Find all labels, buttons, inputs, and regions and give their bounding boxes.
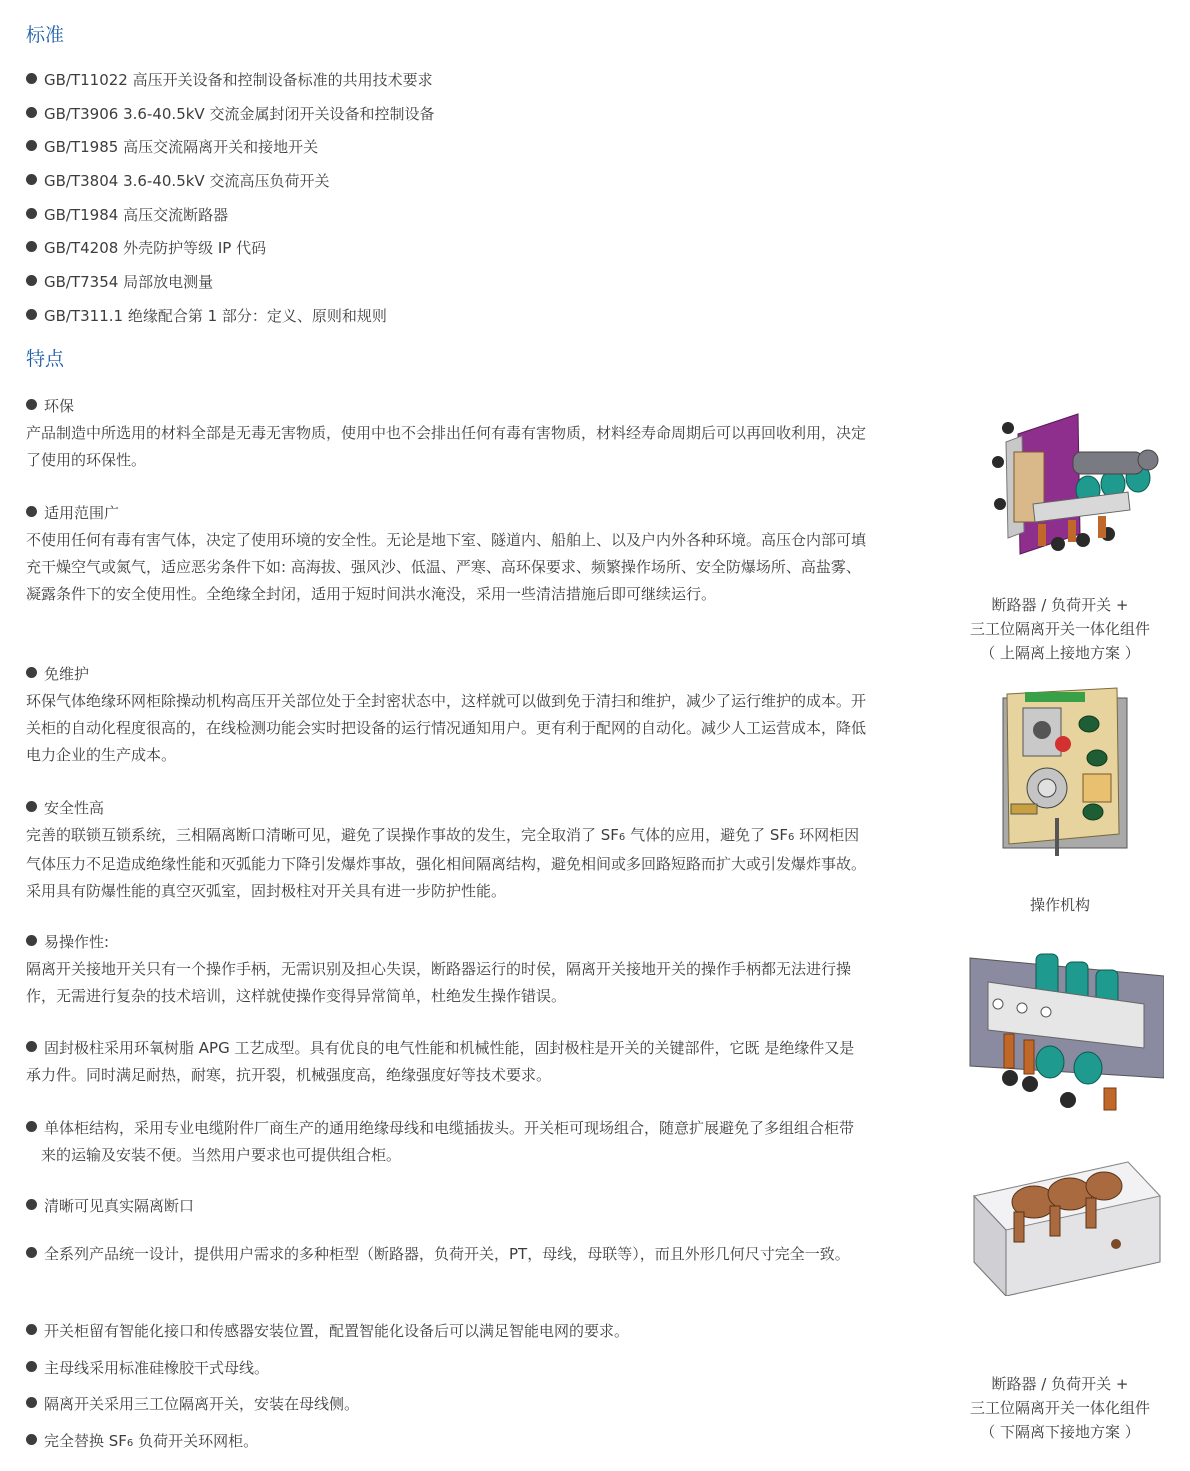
bullet-icon bbox=[26, 208, 37, 219]
feature-replace: 完全替换 SF6 负荷开关环网柜。 bbox=[26, 1428, 866, 1457]
bullet-icon bbox=[26, 801, 37, 812]
list-item: GB/T11022 高压开关设备和控制设备标准的共用技术要求 bbox=[26, 64, 434, 98]
feature-series: 全系列产品统一设计，提供用户需求的多种柜型（断路器，负荷开关，PT，母线，母联等），而且外形几何尺寸完全一致。 bbox=[26, 1241, 866, 1268]
feature-single-cabinet: 单体柜结构，采用专业电缆附件厂商生产的通用绝缘母线和电缆插拔头。开关柜可现场组合，随意扩展避免了多组组合柜带来的运输及安装不便。当然用户要求也可提供组合柜。 bbox=[26, 1115, 866, 1169]
bullet-icon bbox=[26, 506, 37, 517]
bullet-icon bbox=[26, 275, 37, 286]
feature-body: 完善的联锁互锁系统，三相隔离断口清晰可见，避免了误操作事故的发生，完全取消了 SF6 气体的应用，避免了 SF6 环网柜因气体压力不足造成绝缘性能和灭弧能力下降引发爆炸事故，强化相间隔离结构，避免相间或多回路短路而扩大或引发爆炸事故。采用具有防爆性能的真空灭弧室，固封极柱对开关具有进一步防护性能。 bbox=[26, 826, 867, 900]
pole-assembly-image bbox=[968, 950, 1164, 1120]
feature-safety bbox=[26, 795, 866, 905]
bullet-icon bbox=[26, 1199, 37, 1210]
caption-mechanism: 操作机构 bbox=[1029, 896, 1090, 914]
bullet-icon bbox=[26, 667, 37, 678]
bullet-icon bbox=[26, 1434, 37, 1445]
bullet-icon bbox=[26, 1121, 37, 1132]
feature-range bbox=[26, 500, 866, 608]
bullet-icon bbox=[26, 140, 37, 151]
bullet-icon bbox=[26, 1397, 37, 1408]
bullet-icon bbox=[26, 1247, 37, 1258]
feature-smart: 开关柜留有智能化接口和传感器安装位置，配置智能化设备后可以满足智能电网的要求。 bbox=[26, 1318, 866, 1345]
bullet-icon bbox=[26, 1361, 37, 1372]
list-item: GB/T3906 3.6-40.5kV 交流金属封闭开关设备和控制设备 bbox=[26, 98, 434, 132]
feature-body: 环保气体绝缘环网柜除操动机构高压开关部位处于全封密状态中，这样就可以做到免于清扫和维护，减少了运行维护的成本。开关柜的自动化程度很高的，在线检测功能会实时把设备的运行情况通知用户。更有利于配网的自动化。减少人工运营成本，降低电力企业的生产成本。 bbox=[26, 692, 867, 764]
feature-title: 易操作性: bbox=[44, 933, 110, 951]
list-item: GB/T1984 高压交流断路器 bbox=[26, 199, 434, 233]
feature-pole: 固封极柱采用环氧树脂 APG 工艺成型。具有优良的电气性能和机械性能，固封极柱是开关的关键部件，它既 是绝缘件又是承力件。同时满足耐热，耐寒，抗开裂，机械强度高，绝缘强度好等技术要求。 bbox=[26, 1039, 855, 1084]
features-heading: 特点 bbox=[26, 348, 65, 370]
assembly-top-image bbox=[978, 412, 1164, 562]
bullet-icon bbox=[26, 73, 37, 84]
feature-body: 隔离开关接地开关只有一个操作手柄，无需识别及担心失误，断路器运行的时侯，隔离开关接地开关的操作手柄都无法进行操作，无需进行复杂的技术培训，这样就使操作变得异常简单，杜绝发生操作错误。 bbox=[26, 960, 852, 1005]
compartment-image bbox=[970, 1160, 1166, 1296]
list-item: GB/T4208 外壳防护等级 IP 代码 bbox=[26, 232, 434, 266]
feature-title: 环保 bbox=[44, 397, 75, 415]
bullet-icon bbox=[26, 935, 37, 946]
bullet-icon bbox=[26, 174, 37, 185]
feature-title: 免维护 bbox=[44, 665, 90, 683]
bullet-icon bbox=[26, 107, 37, 118]
feature-env bbox=[26, 393, 866, 474]
list-item: GB/T3804 3.6-40.5kV 交流高压负荷开关 bbox=[26, 165, 434, 199]
mechanism-image bbox=[997, 684, 1133, 864]
feature-busbar: 主母线采用标准硅橡胶干式母线。 bbox=[26, 1355, 866, 1382]
list-item: GB/T311.1 绝缘配合第 1 部分：定义、原则和规则 bbox=[26, 300, 434, 334]
bullet-icon bbox=[26, 399, 37, 410]
feature-title: 安全性高 bbox=[44, 799, 105, 817]
caption-top-assembly: 断路器 / 负荷开关 + 三工位隔离开关一体化组件 （ 上隔离上接地方案 ） bbox=[969, 596, 1150, 662]
feature-easy bbox=[26, 929, 866, 1010]
feature-body: 不使用任何有毒有害气体，决定了使用环境的安全性。无论是地下室、隧道内、船舶上、以及户内外各种环境。高压仓内部可填充干燥空气或氮气，适应恶劣条件下如: 高海拔、强风沙、低温、严寒、高环保要求、频繁操作场所、安全防爆场所、高盐雾、凝露条件下的安全使用性。全绝缘全封闭，适用于短时间洪水淹没，采用一些清洁措施后即可继续运行。 bbox=[26, 531, 867, 603]
standards-list bbox=[26, 64, 434, 334]
bullet-icon bbox=[26, 1041, 37, 1052]
bullet-icon bbox=[26, 241, 37, 252]
caption-bottom-assembly: 断路器 / 负荷开关 + 三工位隔离开关一体化组件 （ 下隔离下接地方案 ） bbox=[969, 1375, 1150, 1441]
feature-visible-break: 清晰可见真实隔离断口 bbox=[26, 1193, 866, 1220]
standards-heading: 标准 bbox=[26, 24, 65, 46]
feature-body: 产品制造中所选用的材料全部是无毒无害物质，使用中也不会排出任何有毒有害物质，材料经寿命周期后可以再回收利用，决定了使用的环保性。 bbox=[26, 424, 867, 469]
bullet-icon bbox=[26, 309, 37, 320]
feature-title: 适用范围广 bbox=[44, 504, 120, 522]
bullet-icon bbox=[26, 1324, 37, 1335]
list-item: GB/T1985 高压交流隔离开关和接地开关 bbox=[26, 131, 434, 165]
feature-maintenance bbox=[26, 661, 866, 769]
list-item: GB/T7354 局部放电测量 bbox=[26, 266, 434, 300]
feature-isolator: 隔离开关采用三工位隔离开关，安装在母线侧。 bbox=[26, 1391, 866, 1418]
